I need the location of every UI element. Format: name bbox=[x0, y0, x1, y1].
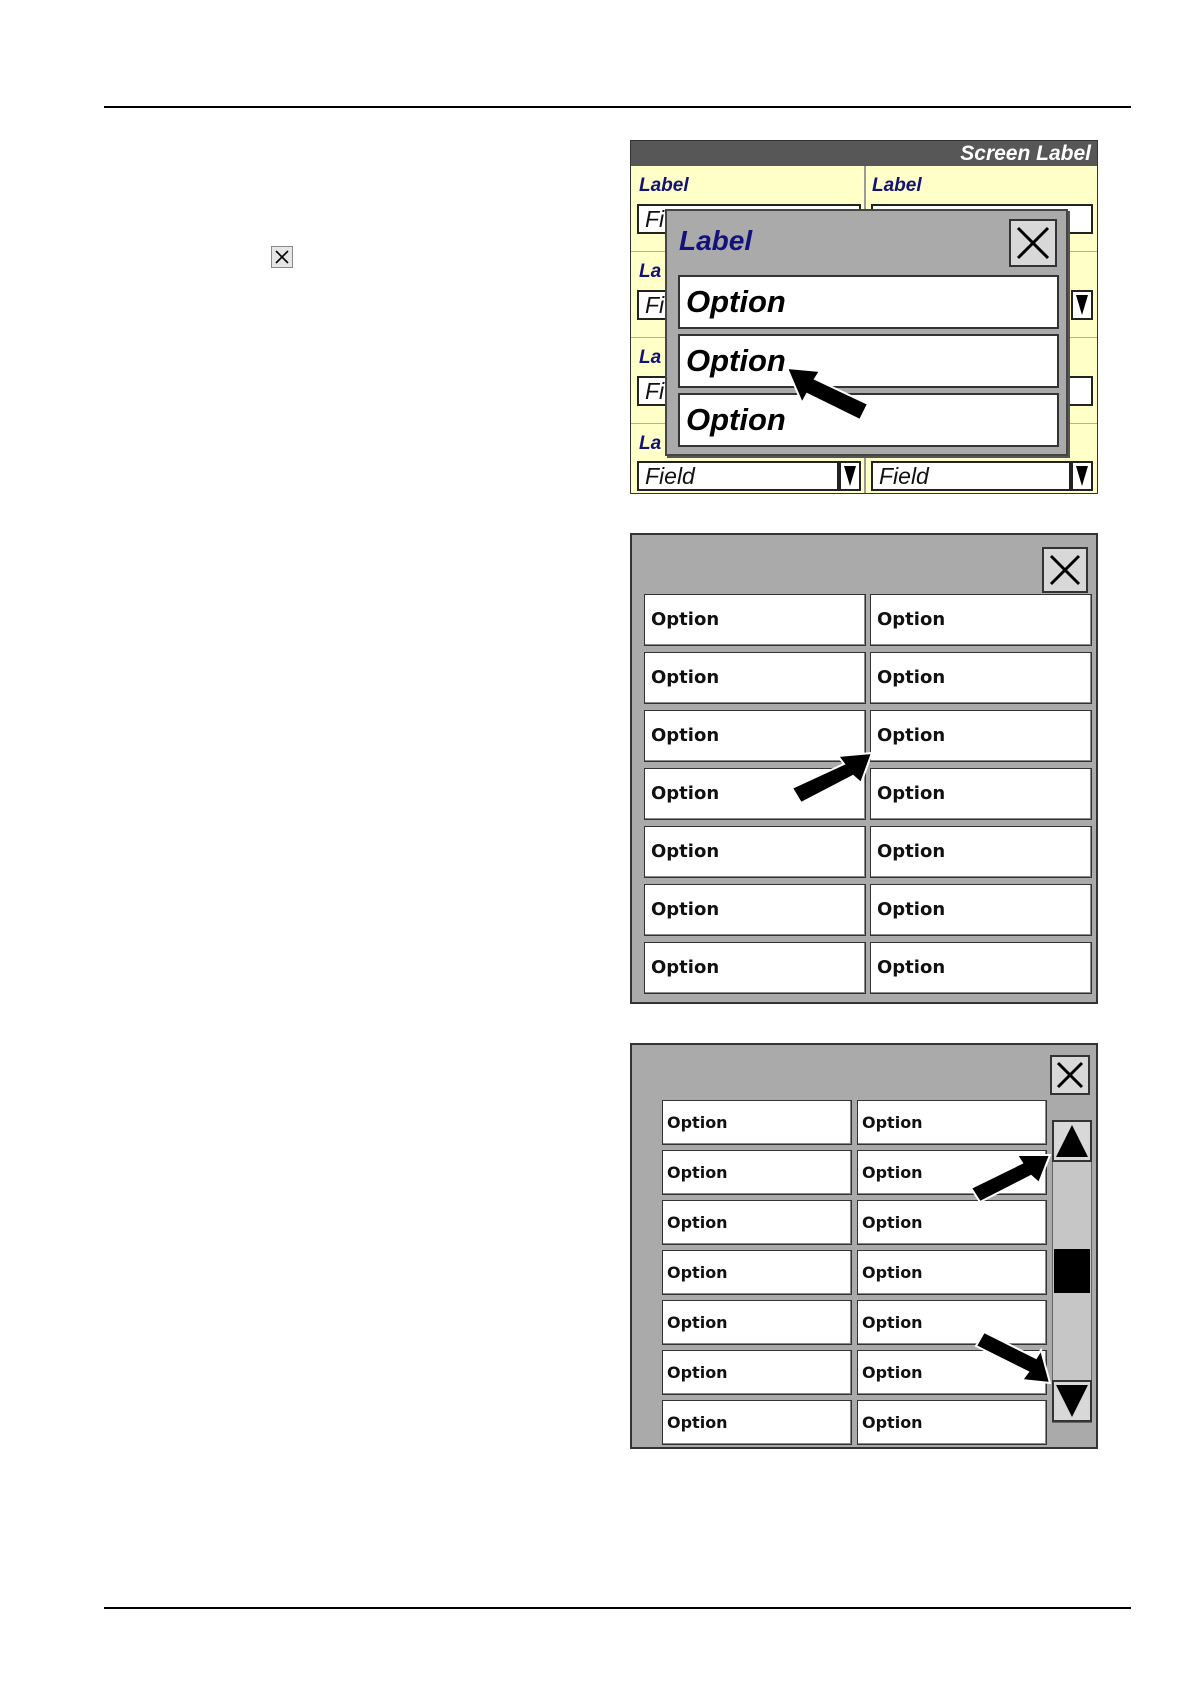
dropdown-button[interactable] bbox=[1071, 290, 1093, 320]
scroll-up-button[interactable] bbox=[1052, 1120, 1092, 1162]
option-button[interactable]: Option bbox=[857, 1200, 1047, 1245]
field-dropdown[interactable]: Field bbox=[637, 461, 839, 491]
option-button[interactable]: Option bbox=[644, 710, 866, 762]
option-button[interactable]: Option bbox=[644, 884, 866, 936]
option-button[interactable]: Option bbox=[870, 826, 1092, 878]
footer-rule bbox=[104, 1607, 1131, 1609]
field-label: Label bbox=[639, 175, 689, 196]
option-button[interactable]: Option bbox=[857, 1150, 1047, 1195]
option-button[interactable]: Option bbox=[644, 942, 866, 994]
scroll-down-button[interactable] bbox=[1052, 1380, 1092, 1422]
scrollbar-thumb[interactable] bbox=[1054, 1249, 1090, 1293]
option-button[interactable]: Option bbox=[857, 1300, 1047, 1345]
field-input[interactable]: Fi bbox=[637, 376, 861, 406]
field-input[interactable]: Fi bbox=[637, 204, 861, 234]
screen-label: Screen Label bbox=[631, 141, 1097, 166]
option-button[interactable]: Option bbox=[870, 884, 1092, 936]
option-button[interactable]: Option bbox=[662, 1250, 852, 1295]
option-grid-figure bbox=[630, 533, 1098, 1004]
option-button[interactable]: Option bbox=[644, 826, 866, 878]
option-button[interactable]: Option bbox=[662, 1300, 852, 1345]
popup-option[interactable]: Option bbox=[678, 393, 1059, 447]
popup-option[interactable]: Option bbox=[678, 334, 1059, 388]
option-button[interactable]: Option bbox=[857, 1100, 1047, 1145]
field-dropdown[interactable]: Field bbox=[871, 461, 1071, 491]
dropdown-popup bbox=[665, 209, 1068, 456]
option-button[interactable]: Option bbox=[870, 652, 1092, 704]
dropdown-button[interactable] bbox=[1071, 461, 1093, 491]
option-button[interactable]: Option bbox=[857, 1250, 1047, 1295]
option-button[interactable]: Option bbox=[870, 710, 1092, 762]
header-rule bbox=[104, 106, 1131, 108]
field-label: La bbox=[639, 261, 662, 282]
close-button[interactable] bbox=[1009, 219, 1057, 267]
dropdown-button[interactable] bbox=[839, 461, 861, 491]
option-button[interactable]: Option bbox=[870, 768, 1092, 820]
option-button[interactable]: Option bbox=[662, 1100, 852, 1145]
close-button[interactable] bbox=[1050, 1055, 1090, 1095]
option-button[interactable]: Option bbox=[857, 1350, 1047, 1395]
field-label: La bbox=[639, 433, 662, 454]
option-button[interactable]: Option bbox=[870, 594, 1092, 646]
popup-option[interactable]: Option bbox=[678, 275, 1059, 329]
option-button[interactable]: Option bbox=[644, 768, 866, 820]
option-button[interactable]: Option bbox=[644, 594, 866, 646]
field-input[interactable]: Fi bbox=[637, 290, 861, 320]
popup-title: Label bbox=[679, 225, 753, 256]
option-button[interactable]: Option bbox=[644, 652, 866, 704]
scrolling-option-grid-figure bbox=[630, 1043, 1098, 1449]
option-button[interactable]: Option bbox=[662, 1200, 852, 1245]
dropdown-screen-figure bbox=[630, 140, 1098, 494]
option-button[interactable]: Option bbox=[857, 1400, 1047, 1445]
field-label: La bbox=[639, 347, 662, 368]
option-button[interactable]: Option bbox=[662, 1400, 852, 1445]
option-button[interactable]: Option bbox=[662, 1350, 852, 1395]
option-button[interactable]: Option bbox=[870, 942, 1092, 994]
field-label: Label bbox=[872, 175, 922, 196]
close-button[interactable] bbox=[1042, 547, 1088, 593]
close-icon bbox=[271, 246, 293, 268]
option-button[interactable]: Option bbox=[662, 1150, 852, 1195]
